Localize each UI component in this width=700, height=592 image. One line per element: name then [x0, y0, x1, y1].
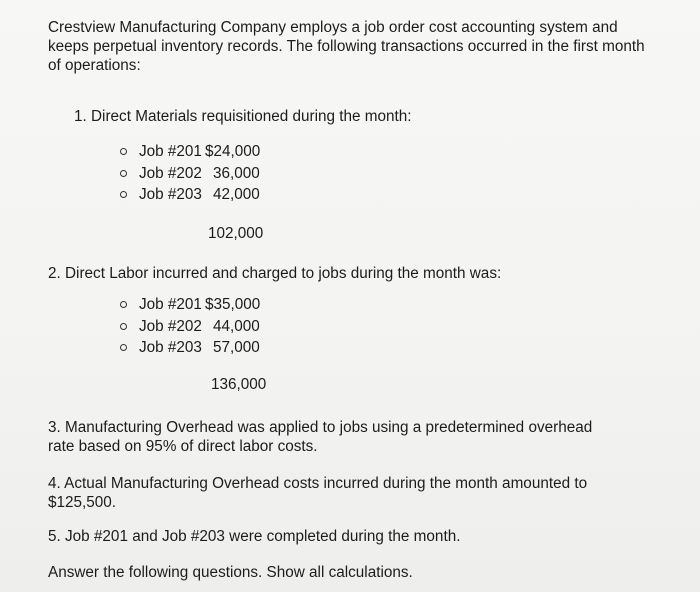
- materials-list: [120, 141, 260, 206]
- job-amount: $24,000: [205, 143, 261, 161]
- item-3-text: 3. Manufacturing Overhead was applied to jobs using a predetermined overhead rate based on 95% of direct labor costs.: [48, 419, 593, 455]
- job-amount: 44,000: [213, 317, 260, 335]
- job-label: Job #202: [139, 164, 202, 182]
- list-item: [120, 163, 260, 185]
- bullet-icon: [120, 170, 127, 177]
- job-label: Job #201: [139, 296, 202, 314]
- list-item: [120, 316, 260, 338]
- instruction-text: Answer the following questions. Show all calculations.: [48, 564, 413, 581]
- item-5-text: 5. Job #201 and Job #203 were completed during the month.: [48, 528, 461, 545]
- item-1-heading: 1. Direct Materials requisitioned during the month:: [74, 108, 412, 125]
- bullet-icon: [120, 191, 127, 198]
- bullet-icon: [120, 148, 127, 155]
- bullet-icon: [120, 344, 127, 351]
- list-item: [120, 337, 260, 359]
- job-amount: $35,000: [205, 296, 261, 314]
- job-label: Job #203: [139, 186, 202, 204]
- job-amount: 42,000: [213, 186, 260, 204]
- list-item: [120, 141, 260, 163]
- labor-total: 136,000: [211, 376, 267, 393]
- job-label: Job #203: [139, 339, 202, 357]
- list-item: [120, 184, 260, 206]
- bullet-icon: [120, 301, 127, 308]
- intro-paragraph: Crestview Manufacturing Company employs a job order cost accounting system and keeps perpetual inventory records. The following transactions occurred in the first month of operations:: [48, 19, 645, 74]
- job-amount: 36,000: [213, 164, 260, 182]
- item-2-heading: 2. Direct Labor incurred and charged to jobs during the month was:: [48, 265, 502, 282]
- bullet-icon: [120, 323, 127, 330]
- list-item: [120, 294, 260, 316]
- item-4-text: 4. Actual Manufacturing Overhead costs incurred during the month amounted to $125,500.: [48, 475, 588, 511]
- job-label: Job #201: [139, 143, 202, 161]
- job-amount: 57,000: [213, 339, 260, 357]
- job-label: Job #202: [139, 317, 202, 335]
- materials-total: 102,000: [208, 225, 264, 242]
- labor-list: [120, 294, 260, 359]
